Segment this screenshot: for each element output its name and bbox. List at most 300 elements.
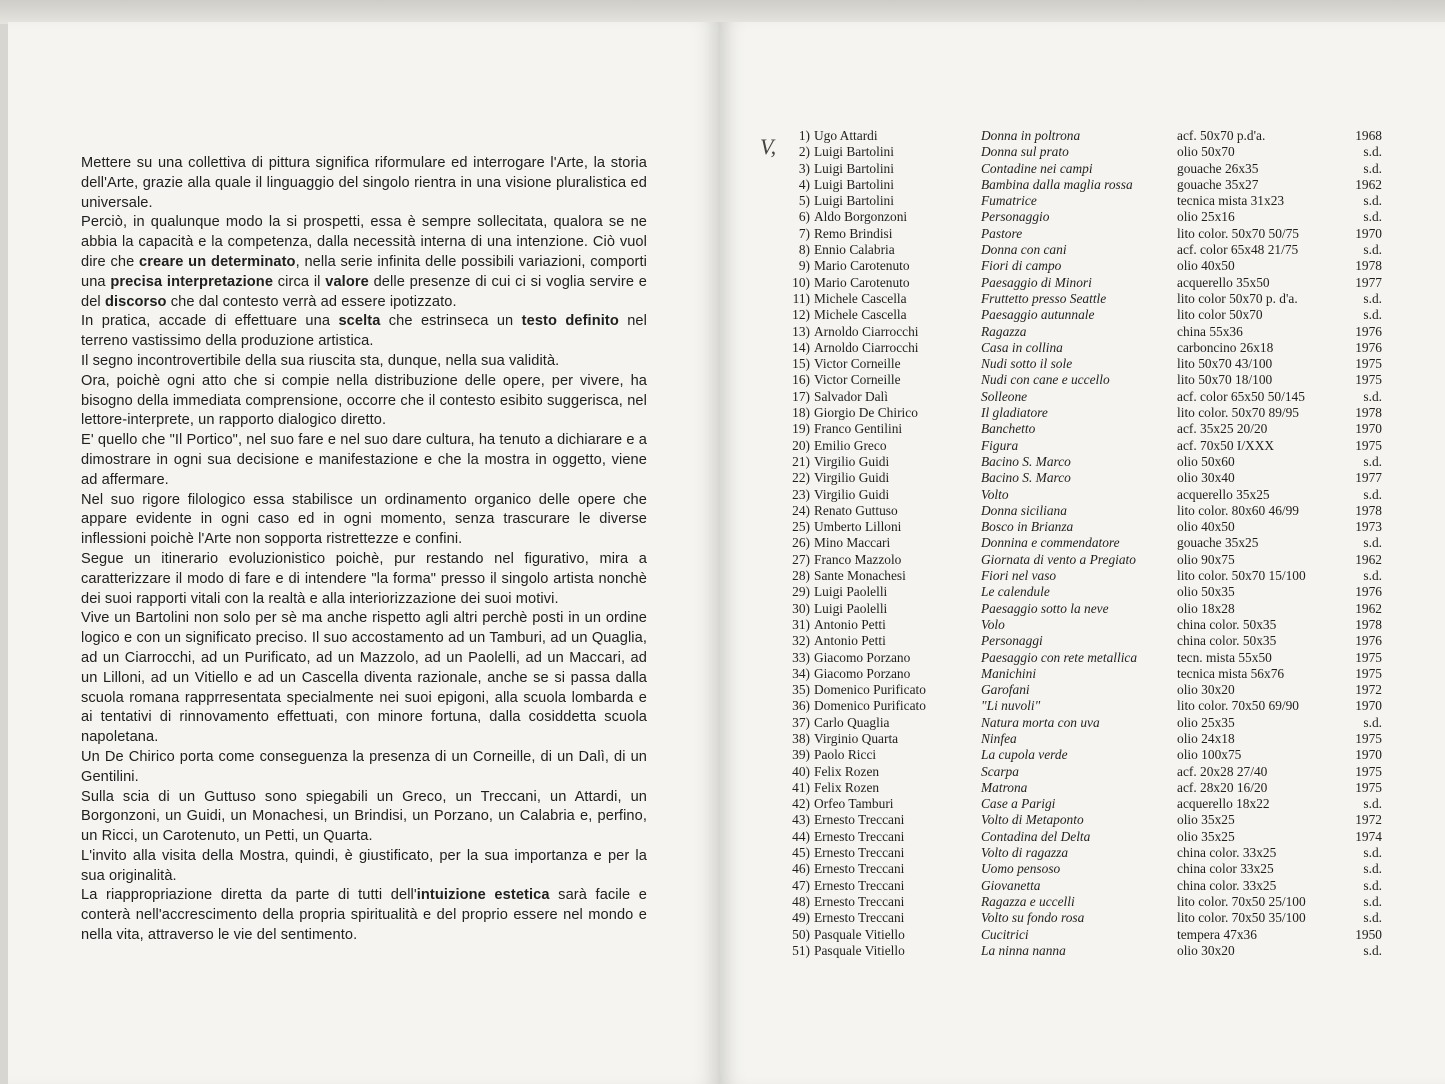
catalog-row: [770, 878, 1382, 894]
catalog-title: Ragazza: [981, 323, 1027, 339]
catalog-row: [770, 829, 1382, 845]
catalog-technique: acf. 28x20 16/20: [1177, 779, 1268, 795]
catalog-title: La cupola verde: [981, 747, 1068, 763]
catalog-year: 1976: [1355, 339, 1382, 355]
catalog-row: [770, 519, 1382, 535]
catalog-row: [770, 144, 1382, 160]
catalog-number: 46): [792, 861, 810, 877]
catalog-row: [770, 943, 1382, 959]
catalog-row: [770, 731, 1382, 747]
catalog-number: 34): [792, 665, 810, 681]
catalog-title: Volto di ragazza: [981, 845, 1069, 861]
catalog-row: [770, 910, 1382, 926]
catalog-year: 1978: [1355, 258, 1382, 274]
catalog-year: 1974: [1355, 828, 1382, 844]
catalog-number: 16): [792, 372, 810, 388]
catalog-year: s.d.: [1363, 307, 1382, 323]
catalog-number: 33): [792, 649, 810, 665]
catalog-artist: Umberto Lilloni: [814, 519, 902, 535]
catalog-technique: china color 33x25: [1177, 861, 1274, 877]
catalog-technique: tecnica mista 31x23: [1177, 193, 1285, 209]
catalog-year: 1972: [1355, 682, 1382, 698]
handwritten-mark: V,: [760, 134, 777, 159]
catalog-technique: china color. 50x35: [1177, 633, 1277, 649]
catalog-artist: Renato Guttuso: [814, 502, 898, 518]
catalog-year: s.d.: [1363, 209, 1382, 225]
catalog-number: 51): [792, 942, 810, 958]
catalog-year: s.d.: [1363, 144, 1382, 160]
catalog-row: [770, 552, 1382, 568]
catalog-number: 20): [792, 437, 810, 453]
catalog-artist: Victor Corneille: [814, 372, 901, 388]
catalog-title: Solleone: [981, 388, 1028, 404]
catalog-number: 22): [792, 470, 810, 486]
catalog-year: 1962: [1355, 176, 1382, 192]
catalog-number: 10): [792, 274, 810, 290]
catalog-technique: gouache 35x25: [1177, 535, 1259, 551]
catalog-artist: Luigi Paolelli: [814, 584, 888, 600]
catalog-technique: lito 50x70 43/100: [1177, 356, 1273, 372]
catalog-title: Fiori di campo: [981, 258, 1062, 274]
catalog-artist: Ugo Attardi: [814, 128, 878, 143]
catalog-year: 1975: [1355, 649, 1382, 665]
catalog-number: 17): [792, 388, 810, 404]
catalog-title: Paesaggio sotto la neve: [981, 600, 1109, 616]
intro-paragraph: Perciò, in qualunque modo la si prospetti, essa è sempre sollecitata, qualora se ne abbia la capacità e la competenza, dalla necessità interna di una intenzione. Ciò vuol dire che creare un determinato, nella serie infinita delle possibili variazioni, comporti una precisa interpretazione circa il valore delle presenze di cui ci si voglia servire e del discorso che dal contesto verrà ad essere ipotizzato.: [81, 214, 647, 310]
emphasis-text: scelta: [338, 313, 381, 330]
catalog-title: Fumatrice: [981, 193, 1037, 209]
catalog-artist: Luigi Bartolini: [814, 193, 894, 209]
catalog-number: 45): [792, 845, 810, 861]
catalog-year: s.d.: [1363, 453, 1382, 469]
catalog-year: s.d.: [1363, 242, 1382, 258]
catalog-year: 1976: [1355, 633, 1382, 649]
catalog-number: 28): [792, 568, 810, 584]
catalog-row: [770, 764, 1382, 780]
catalog-technique: tempera 47x36: [1177, 926, 1257, 942]
catalog-artist: Antonio Petti: [814, 616, 886, 632]
catalog-row: [770, 861, 1382, 877]
catalog-row: [770, 438, 1382, 454]
catalog-artist: Giorgio De Chirico: [814, 405, 918, 421]
catalog-technique: china color. 33x25: [1177, 845, 1277, 861]
catalog-row: [770, 682, 1382, 698]
catalog-year: s.d.: [1363, 193, 1382, 209]
intro-paragraph: L'invito alla visita della Mostra, quindi, è giustificato, per la sua importanza e per la sua originalità.: [81, 847, 647, 884]
catalog-row: [770, 177, 1382, 193]
catalog-artist: Giacomo Porzano: [814, 665, 911, 681]
catalog-number: 18): [792, 405, 810, 421]
catalog-title: "Li nuvoli": [981, 698, 1041, 714]
catalog-artist: Arnoldo Ciarrocchi: [814, 339, 919, 355]
catalog-title: Uomo pensoso: [981, 861, 1061, 877]
catalog-artist: Paolo Ricci: [814, 747, 877, 763]
catalog-artist: Virgilio Guidi: [814, 486, 890, 502]
catalog-title: Cucitrici: [981, 926, 1029, 942]
catalog-artist: Luigi Paolelli: [814, 600, 888, 616]
catalog-number: 3): [798, 160, 810, 176]
catalog-year: s.d.: [1363, 861, 1382, 877]
catalog-technique: olio 18x28: [1177, 600, 1235, 616]
catalog-year: 1978: [1355, 405, 1382, 421]
catalog-artist: Felix Rozen: [814, 763, 880, 779]
catalog-year: 1978: [1355, 616, 1382, 632]
intro-paragraph: Mettere su una collettiva di pittura significa riformulare ed interrogare l'Arte, la storia dell'Arte, grazie alla quale il linguaggio del singolo rientra in una visione pluralistica ed universale.: [81, 155, 647, 211]
catalog-number: 50): [792, 926, 810, 942]
catalog-number: 39): [792, 747, 810, 763]
catalog-title: Nudi con cane e uccello: [981, 372, 1110, 388]
catalog-artist: Victor Corneille: [814, 356, 901, 372]
catalog-technique: acf. color 65x50 50/145: [1177, 388, 1305, 404]
catalog-technique: tecnica mista 56x76: [1177, 665, 1285, 681]
emphasis-text: precisa interpretazione: [110, 273, 274, 290]
catalog-row: [770, 617, 1382, 633]
catalog-artist: Ernesto Treccani: [814, 812, 905, 828]
catalog-row: [770, 698, 1382, 714]
catalog-title: Ninfea: [981, 730, 1017, 746]
emphasis-text: discorso: [104, 293, 167, 310]
catalog-row: [770, 584, 1382, 600]
catalog-number: 29): [792, 584, 810, 600]
catalog-technique: china color. 33x25: [1177, 877, 1277, 893]
catalog-number: 48): [792, 893, 810, 909]
catalog-title: Giornata di vento a Pregiato: [981, 551, 1136, 567]
catalog-artist: Ennio Calabria: [814, 242, 895, 258]
catalog-list: [770, 128, 1382, 959]
catalog-title: Natura morta con uva: [981, 714, 1100, 730]
catalog-title: Garofani: [981, 682, 1030, 698]
catalog-row: [770, 356, 1382, 372]
catalog-number: 40): [792, 763, 810, 779]
catalog-number: 38): [792, 730, 810, 746]
catalog-title: Donna in poltrona: [981, 128, 1081, 143]
catalog-technique: acquerello 18x22: [1177, 796, 1270, 812]
catalog-technique: lito 50x70 18/100: [1177, 372, 1273, 388]
catalog-technique: acf. color 65x48 21/75: [1177, 242, 1299, 258]
catalog-artist: Franco Mazzolo: [814, 551, 902, 567]
catalog-artist: Ernesto Treccani: [814, 910, 905, 926]
catalog-number: 36): [792, 698, 810, 714]
catalog-row: [770, 209, 1382, 225]
catalog-artist: Remo Brindisi: [814, 225, 893, 241]
catalog-row: [770, 633, 1382, 649]
catalog-row: [770, 389, 1382, 405]
catalog-year: 1968: [1355, 128, 1382, 143]
intro-paragraph: Il segno incontrovertibile della sua riuscita sta, dunque, nella sua validità.: [81, 352, 560, 369]
catalog-year: 1962: [1355, 551, 1382, 567]
catalog-technique: lito color. 70x50 69/90: [1177, 698, 1299, 714]
catalog-row: [770, 601, 1382, 617]
catalog-title: Figura: [981, 437, 1019, 453]
catalog-year: 1970: [1355, 698, 1382, 714]
catalog-number: 27): [792, 551, 810, 567]
catalog-title: Volto su fondo rosa: [981, 910, 1085, 926]
catalog-technique: olio 35x25: [1177, 828, 1235, 844]
catalog-year: 1975: [1355, 437, 1382, 453]
catalog-number: 41): [792, 779, 810, 795]
catalog-title: Donna sul prato: [981, 144, 1069, 160]
catalog-row: [770, 161, 1382, 177]
catalog-artist: Michele Cascella: [814, 290, 907, 306]
catalog-number: 5): [798, 193, 810, 209]
catalog-number: 1): [798, 128, 810, 143]
catalog-title: Scarpa: [981, 763, 1019, 779]
catalog-title: Pastore: [981, 225, 1023, 241]
catalog-year: 1975: [1355, 372, 1382, 388]
catalog-year: 1977: [1355, 274, 1382, 290]
catalog-row: [770, 747, 1382, 763]
catalog-title: Banchetto: [981, 421, 1036, 437]
catalog-title: Le calendule: [981, 584, 1050, 600]
catalog-row: [770, 503, 1382, 519]
catalog-row: [770, 275, 1382, 291]
catalog-row: [770, 666, 1382, 682]
catalog-year: s.d.: [1363, 290, 1382, 306]
catalog-technique: acf. 50x70 p.d'a.: [1177, 128, 1266, 143]
catalog-artist: Sante Monachesi: [814, 568, 906, 584]
catalog-technique: olio 100x75: [1177, 747, 1242, 763]
catalog-year: s.d.: [1363, 877, 1382, 893]
left-page: [8, 22, 719, 1084]
catalog-number: 42): [792, 796, 810, 812]
catalog-title: Donnina e commendatore: [981, 535, 1120, 551]
catalog-number: 14): [792, 339, 810, 355]
catalog-artist: Virgilio Guidi: [814, 470, 890, 486]
catalog-title: Matrona: [981, 779, 1028, 795]
catalog-artist: Aldo Borgonzoni: [814, 209, 908, 225]
catalog-year: 1976: [1355, 323, 1382, 339]
catalog-number: 12): [792, 307, 810, 323]
catalog-artist: Ernesto Treccani: [814, 877, 905, 893]
catalog-year: 1975: [1355, 356, 1382, 372]
intro-paragraph: La riappropriazione diretta da parte di tutti dell'intuizione estetica sarà facile e conterà nell'accrescimento della propria spiritualità e del proprio essere nel mondo e nella vita, attraverso le vie del sentimento.: [81, 887, 647, 944]
catalog-technique: olio 30x20: [1177, 682, 1235, 698]
catalog-artist: Carlo Quaglia: [814, 714, 890, 730]
catalog-year: s.d.: [1363, 845, 1382, 861]
catalog-technique: lito color 50x70 p. d'a.: [1177, 290, 1298, 306]
intro-paragraph: Vive un Bartolini non solo per sè ma anche rispetto agli altri perchè posti in un ordine logico e con un significato preciso. Il suo accostamento ad un Tamburi, ad un Quaglia, ad un Ciarrocchi, ad un Purificato, ad un Mazzolo, ad un Paolelli, ad un Maccari, ad un Lilloni, ad un Vitiello e ad un Cascella diventa razionale, anche se si passa dalla scuola romana rapprresentata specialmente nei suoi epigoni, alla scuola lombarda e ai tentativi di rinnovamento effettuati, con minore fortuna, dalla cosiddetta scuola napoletana.: [81, 610, 647, 746]
catalog-title: Paesaggio di Minori: [981, 274, 1092, 290]
catalog-technique: gouache 26x35: [1177, 160, 1259, 176]
catalog-title: Bosco in Brianza: [981, 519, 1074, 535]
catalog-year: 1950: [1355, 926, 1382, 942]
catalog-artist: Ernesto Treccani: [814, 845, 905, 861]
catalog-title: Manichini: [981, 665, 1037, 681]
catalog-row: [770, 128, 1382, 144]
catalog-row: [770, 812, 1382, 828]
catalog-year: 1975: [1355, 763, 1382, 779]
catalog-title: Nudi sotto il sole: [981, 356, 1073, 372]
catalog-row: [770, 796, 1382, 812]
catalog-row: [770, 535, 1382, 551]
emphasis-text: intuizione estetica: [416, 887, 550, 904]
catalog-title: Paesaggio autunnale: [981, 307, 1095, 323]
catalog-technique: olio 50x60: [1177, 453, 1235, 469]
catalog-row: [770, 780, 1382, 796]
catalog-title: Contadine nei campi: [981, 160, 1093, 176]
catalog-row: [770, 650, 1382, 666]
catalog-row: [770, 226, 1382, 242]
catalog-number: 32): [792, 633, 810, 649]
catalog-number: 8): [798, 242, 810, 258]
catalog-row: [770, 845, 1382, 861]
catalog-technique: olio 90x75: [1177, 551, 1235, 567]
intro-paragraph: Ora, poichè ogni atto che si compie nella distribuzione delle opere, per vivere, ha bisogno della immediata comprensione, occorre che il contesto esibito suggerisca, nel lettore-interprete, un rapporto dialogico diretto.: [81, 372, 647, 429]
catalog-title: Bacino S. Marco: [981, 453, 1071, 469]
catalog-technique: olio 40x50: [1177, 519, 1235, 535]
catalog-technique: lito color. 70x50 25/100: [1177, 893, 1306, 909]
catalog-number: 35): [792, 682, 810, 698]
catalog-row: [770, 421, 1382, 437]
catalog-technique: lito color. 50x70 15/100: [1177, 568, 1306, 584]
catalog-year: 1977: [1355, 470, 1382, 486]
catalog-artist: Domenico Purificato: [814, 682, 926, 698]
catalog-technique: lito color. 50x70 89/95: [1177, 405, 1299, 421]
catalog-row: [770, 454, 1382, 470]
catalog-artist: Domenico Purificato: [814, 698, 926, 714]
catalog-row: [770, 324, 1382, 340]
catalog-artist: Orfeo Tamburi: [814, 796, 894, 812]
catalog-year: s.d.: [1363, 486, 1382, 502]
catalog-number: 49): [792, 910, 810, 926]
catalog-row: [770, 340, 1382, 356]
catalog-year: 1970: [1355, 421, 1382, 437]
catalog-number: 7): [798, 225, 810, 241]
catalog-number: 9): [798, 258, 810, 274]
catalog-year: s.d.: [1363, 535, 1382, 551]
catalog-technique: gouache 35x27: [1177, 176, 1259, 192]
catalog-artist: Mino Maccari: [814, 535, 891, 551]
catalog-artist: Emilio Greco: [814, 437, 887, 453]
catalog-artist: Antonio Petti: [814, 633, 886, 649]
catalog-year: 1976: [1355, 584, 1382, 600]
catalog-technique: carboncino 26x18: [1177, 339, 1274, 355]
catalog-technique: lito color. 70x50 35/100: [1177, 910, 1306, 926]
catalog-technique: olio 35x25: [1177, 812, 1235, 828]
catalog-number: 13): [792, 323, 810, 339]
catalog-year: 1970: [1355, 225, 1382, 241]
catalog-number: 21): [792, 453, 810, 469]
intro-paragraph: In pratica, accade di effettuare una scelta che estrinseca un testo definito nel terreno vastissimo della produzione artistica.: [81, 313, 647, 350]
catalog-year: 1970: [1355, 747, 1382, 763]
catalog-row: [770, 372, 1382, 388]
catalog-artist: Luigi Bartolini: [814, 176, 894, 192]
catalog-artist: Luigi Bartolini: [814, 160, 894, 176]
catalog-title: La ninna nanna: [981, 942, 1066, 958]
intro-paragraph: Un De Chirico porta come conseguenza la presenza di un Corneille, di un Dalì, di un Gentilini.: [81, 748, 647, 785]
catalog-artist: Franco Gentilini: [814, 421, 903, 437]
catalog-row: [770, 470, 1382, 486]
catalog-artist: Pasquale Vitiello: [814, 942, 905, 958]
catalog-technique: olio 25x35: [1177, 714, 1235, 730]
catalog-technique: acf. 35x25 20/20: [1177, 421, 1268, 437]
catalog-year: 1975: [1355, 779, 1382, 795]
catalog-technique: china 55x36: [1177, 323, 1243, 339]
catalog-year: s.d.: [1363, 796, 1382, 812]
catalog-technique: tecn. mista 55x50: [1177, 649, 1272, 665]
page-top-edge: [0, 0, 1445, 24]
intro-paragraph: E' quello che "Il Portico", nel suo fare e nel suo dare cultura, ha tenuto a dichiarare e a dimostrare in ogni sua decisione e manifestazione e che la mostra in oggetto, viene ad affermare.: [81, 432, 647, 488]
catalog-artist: Ernesto Treccani: [814, 861, 905, 877]
catalog-artist: Mario Carotenuto: [814, 274, 910, 290]
catalog-row: [770, 291, 1382, 307]
catalog-row: [770, 405, 1382, 421]
catalog-artist: Virginio Quarta: [814, 730, 899, 746]
catalog-number: 2): [798, 144, 810, 160]
catalog-title: Contadina del Delta: [981, 828, 1091, 844]
catalog-title: Bacino S. Marco: [981, 470, 1071, 486]
emphasis-text: testo definito: [521, 313, 619, 330]
catalog-row: [770, 307, 1382, 323]
catalog-year: 1975: [1355, 730, 1382, 746]
catalog-artist: Ernesto Treccani: [814, 893, 905, 909]
catalog-artist: Virgilio Guidi: [814, 453, 890, 469]
catalog-number: 24): [792, 502, 810, 518]
catalog-title: Donna con cani: [981, 242, 1067, 258]
catalog-technique: lito color. 50x70 50/75: [1177, 225, 1299, 241]
catalog-title: Fiori nel vaso: [981, 568, 1057, 584]
catalog-number: 15): [792, 356, 810, 372]
catalog-artist: Ernesto Treccani: [814, 828, 905, 844]
catalog-year: s.d.: [1363, 160, 1382, 176]
catalog-title: Personaggio: [981, 209, 1050, 225]
catalog-number: 26): [792, 535, 810, 551]
catalog-technique: acquerello 35x25: [1177, 486, 1270, 502]
catalog-artist: Salvador Dalì: [814, 388, 889, 404]
catalog-year: 1978: [1355, 502, 1382, 518]
emphasis-text: valore: [325, 273, 369, 290]
intro-paragraph: Segue un itinerario evoluzionistico poichè, pur restando nel figurativo, mira a caratterizzare il modo di fare e di intendere "la forma" presso il singolo artista nonchè dei suoi rapporti vitali con la realtà e alla interiorizzazione dei suoi motivi.: [81, 550, 647, 607]
catalog-number: 4): [798, 176, 810, 192]
catalog-year: s.d.: [1363, 893, 1382, 909]
catalog-technique: olio 50x35: [1177, 584, 1235, 600]
catalog-number: 30): [792, 600, 810, 616]
catalog-number: 25): [792, 519, 810, 535]
catalog-number: 47): [792, 877, 810, 893]
catalog-number: 23): [792, 486, 810, 502]
catalog-title: Paesaggio con rete metallica: [981, 649, 1138, 665]
catalog-technique: olio 30x40: [1177, 470, 1235, 486]
catalog-technique: olio 30x20: [1177, 942, 1235, 958]
catalog-artist: Mario Carotenuto: [814, 258, 910, 274]
catalog-technique: olio 24x18: [1177, 730, 1235, 746]
catalog-year: s.d.: [1363, 568, 1382, 584]
catalog-number: 43): [792, 812, 810, 828]
catalog-row: [770, 242, 1382, 258]
intro-text: [81, 154, 647, 946]
catalog-year: s.d.: [1363, 388, 1382, 404]
catalog-artist: Luigi Bartolini: [814, 144, 894, 160]
catalog-title: Giovanetta: [981, 877, 1041, 893]
catalog-row: [770, 894, 1382, 910]
catalog-year: 1962: [1355, 600, 1382, 616]
catalog-number: 19): [792, 421, 810, 437]
catalog-title: Case a Parigi: [981, 796, 1056, 812]
catalog-row: [770, 568, 1382, 584]
intro-paragraph: Sulla scia di un Guttuso sono spiegabili un Greco, un Treccani, un Attardi, un Borgonzoni, un Guidi, un Monachesi, un Brindisi, un Porzano, un Calabria e, perfino, un Ricci, un Carotenuto, un Petti, un Quarta.: [81, 788, 647, 845]
catalog-year: 1972: [1355, 812, 1382, 828]
catalog-technique: acf. 20x28 27/40: [1177, 763, 1268, 779]
catalog-artist: Felix Rozen: [814, 779, 880, 795]
catalog-technique: acf. 70x50 I/XXX: [1177, 437, 1275, 453]
catalog-number: 6): [798, 209, 810, 225]
emphasis-text: creare un determinato: [139, 253, 296, 270]
catalog-row: [770, 715, 1382, 731]
catalog-number: 37): [792, 714, 810, 730]
catalog-technique: acquerello 35x50: [1177, 274, 1270, 290]
catalog-row: [770, 258, 1382, 274]
catalog-year: 1975: [1355, 665, 1382, 681]
